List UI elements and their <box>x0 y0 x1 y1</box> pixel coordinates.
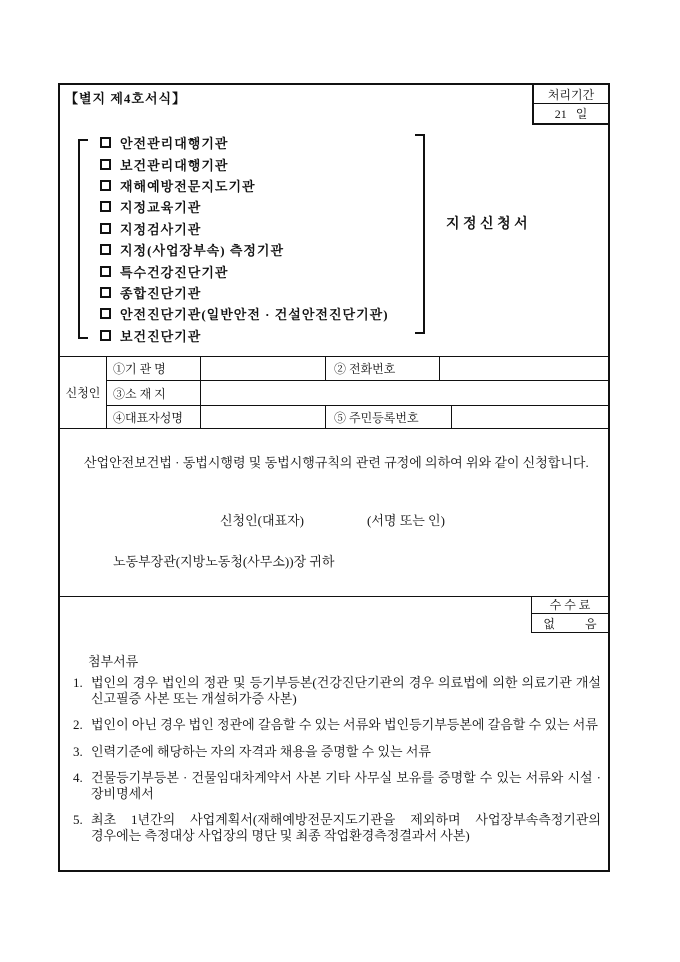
org-type-row <box>100 153 389 174</box>
attachment-number: 2. <box>73 717 83 732</box>
checkbox-icon[interactable] <box>100 137 111 148</box>
phone-label: ② 전화번호 <box>326 357 440 380</box>
attachment-item <box>73 675 601 706</box>
org-type-label: 지정교육기관 <box>120 200 202 216</box>
org-type-row <box>100 260 389 281</box>
applicant-row-1 <box>107 357 608 381</box>
sign-or-seal-note: (서명 또는 인) <box>367 513 445 528</box>
org-type-row <box>100 196 389 217</box>
checkbox-icon[interactable] <box>100 330 111 341</box>
attachment-item <box>73 770 601 801</box>
checkbox-icon[interactable] <box>100 180 111 191</box>
processing-time-box <box>532 85 608 125</box>
rep-name-label: ④대표자성명 <box>107 406 201 428</box>
addressee-line: 노동부장관(지방노동청(사무소))장 귀하 <box>113 554 335 569</box>
attachment-text: 인력기준에 해당하는 자의 자격과 채용을 증명할 수 있는 서류 <box>91 743 431 759</box>
checkbox-icon[interactable] <box>100 159 111 170</box>
fee-label: 수 수 료 <box>532 596 608 614</box>
attachment-text: 법인의 경우 법인의 정관 및 등기부등본(건강진단기관의 경우 의료법에 의한 의료기관 개설 신고필증 사본 또는 개설허가증 사본) <box>91 675 601 706</box>
org-type-label: 종합진단기관 <box>120 285 202 301</box>
processing-time-label: 처리기간 <box>534 85 608 104</box>
attachment-item <box>73 717 601 733</box>
applicant-row-2 <box>107 381 608 406</box>
checkbox-icon[interactable] <box>100 201 111 212</box>
applicant-row-label: 신청인 <box>60 357 107 428</box>
attachment-text: 법인이 아닌 경우 법인 정관에 갈음할 수 있는 서류와 법인등기부등본에 갈음할 수 있는 서류 <box>91 717 598 732</box>
applicant-row-3 <box>107 406 608 428</box>
fee-value: 없 음 <box>543 616 597 631</box>
statement-text: 산업안전보건법 · 동법시행령 및 동법시행규칙의 관련 규정에 의하여 위와 같이 신청합니다. <box>84 455 589 470</box>
attachment-number: 3. <box>73 743 83 759</box>
org-type-row <box>100 239 389 260</box>
checkbox-icon[interactable] <box>100 223 111 234</box>
resident-no-input[interactable] <box>452 406 608 428</box>
phone-input[interactable] <box>440 357 608 380</box>
signer-label: 신청인(대표자) <box>220 513 305 528</box>
form-sheet <box>58 83 610 872</box>
org-type-list <box>100 132 389 346</box>
org-name-label: ①기 관 명 <box>107 357 201 380</box>
checkbox-icon[interactable] <box>100 287 111 298</box>
processing-time-value: 21 일 <box>554 107 588 121</box>
address-input[interactable] <box>201 381 608 405</box>
checkbox-icon[interactable] <box>100 266 111 277</box>
org-type-label: 재해예방전문지도기관 <box>120 178 256 194</box>
attachment-text: 최초 1년간의 사업계획서(재해예방전문지도기관을 제외하며 사업장부속측정기관의 경우에는 측정대상 사업장의 명단 및 최종 작업환경측정결과서 사본) <box>91 812 601 843</box>
right-bracket <box>415 134 425 334</box>
org-type-label: 지정검사기관 <box>120 221 202 237</box>
left-bracket <box>78 139 88 339</box>
applicant-table <box>60 356 608 429</box>
attachment-text: 건물등기부등본 · 건물임대차계약서 사본 기타 사무실 보유를 증명할 수 있는 서류와 시설 · 장비명세서 <box>91 770 601 801</box>
attachment-item <box>73 812 601 843</box>
org-type-row <box>100 132 389 153</box>
attachments-title: 첨부서류 <box>88 654 139 669</box>
org-name-input[interactable] <box>201 357 326 380</box>
org-type-label: 보건진단기관 <box>120 328 202 344</box>
org-type-row <box>100 325 389 346</box>
org-type-label: 안전관리대행기관 <box>120 136 229 152</box>
fee-box <box>531 596 608 633</box>
checkbox-icon[interactable] <box>100 308 111 319</box>
form-title: 지 정 신 청 서 <box>446 217 528 232</box>
org-type-label: 안전진단기관(일반안전 · 건설안전진단기관) <box>120 307 389 323</box>
org-type-label: 특수건강진단기관 <box>120 264 229 280</box>
org-type-row <box>100 303 389 324</box>
attachment-number: 4. <box>73 770 83 785</box>
address-label: ③소 재 지 <box>107 381 201 405</box>
org-type-row <box>100 282 389 303</box>
org-type-row <box>100 175 389 196</box>
checkbox-icon[interactable] <box>100 244 111 255</box>
attachment-number: 1. <box>73 675 83 690</box>
resident-no-label: ⑤ 주민등록번호 <box>326 406 452 428</box>
attachment-number: 5. <box>73 812 83 827</box>
org-type-label: 지정(사업장부속) 측정기관 <box>120 243 285 259</box>
signer-row <box>60 510 608 526</box>
org-type-row <box>100 218 389 239</box>
rep-name-input[interactable] <box>201 406 326 428</box>
org-type-label: 보건관리대행기관 <box>120 157 229 173</box>
attachment-item <box>73 744 601 760</box>
attachments-list <box>73 675 601 854</box>
section-divider <box>60 596 608 597</box>
form-code: 【별지 제4호서식】 <box>65 91 187 106</box>
